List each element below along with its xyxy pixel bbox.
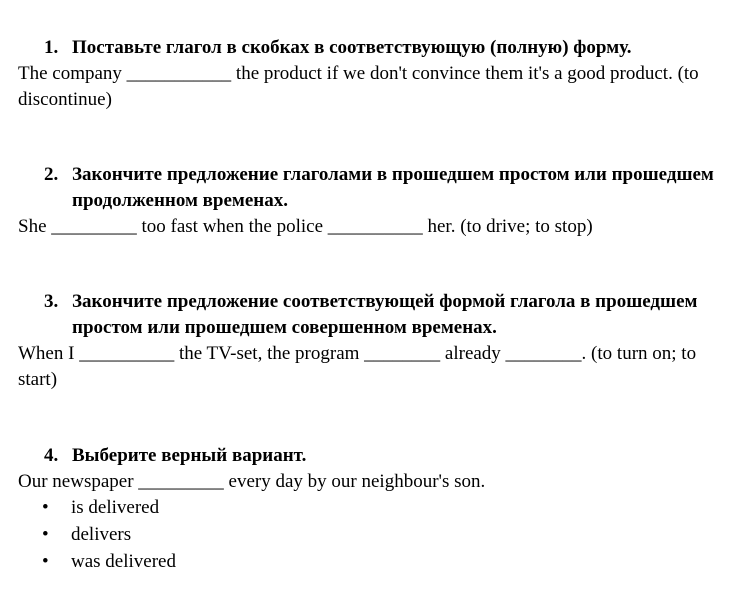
task-number: 4. bbox=[44, 445, 59, 466]
task-heading-text: Поставьте глагол в скобках в соответствующую (полную) форму. bbox=[72, 37, 632, 58]
task-heading-text: Закончите предложение глаголами в прошедшем простом или прошедшем продолженном временах. bbox=[72, 164, 714, 211]
bullet-icon: • bbox=[42, 551, 49, 572]
task-number: 1. bbox=[44, 37, 59, 58]
task-heading bbox=[18, 35, 718, 61]
answer-option-text: is delivered bbox=[71, 497, 160, 518]
task-sentence: When I __________ the TV-set, the program ________ already ________. (to turn on; to start) bbox=[18, 343, 697, 390]
task-heading bbox=[18, 443, 718, 469]
task-number: 3. bbox=[44, 291, 59, 312]
task-heading-text: Закончите предложение соответствующей формой глагола в прошедшем простом или прошедшем совершенном временах. bbox=[72, 291, 698, 338]
task-heading bbox=[18, 162, 718, 214]
task-sentence: Our newspaper _________ every day by our neighbour's son. bbox=[18, 471, 486, 492]
bullet-icon: • bbox=[42, 524, 49, 545]
task-heading bbox=[18, 289, 718, 341]
answer-option bbox=[18, 549, 718, 576]
task-number: 2. bbox=[44, 164, 59, 185]
answer-option bbox=[18, 495, 718, 522]
answer-option-text: delivers bbox=[71, 524, 132, 545]
task-sentence: She _________ too fast when the police __________ her. (to drive; to stop) bbox=[18, 216, 593, 237]
bullet-icon: • bbox=[42, 497, 49, 518]
answer-option-text: was delivered bbox=[71, 551, 176, 572]
task-heading-text: Выберите верный вариант. bbox=[72, 445, 307, 466]
task-2 bbox=[18, 162, 718, 240]
task-3 bbox=[18, 289, 718, 393]
answer-option bbox=[18, 522, 718, 549]
answer-options-list bbox=[18, 495, 718, 576]
task-1 bbox=[18, 35, 718, 113]
task-4 bbox=[18, 443, 718, 576]
task-sentence: The company ___________ the product if we don't convince them it's a good product. (to discontinue) bbox=[18, 63, 699, 110]
